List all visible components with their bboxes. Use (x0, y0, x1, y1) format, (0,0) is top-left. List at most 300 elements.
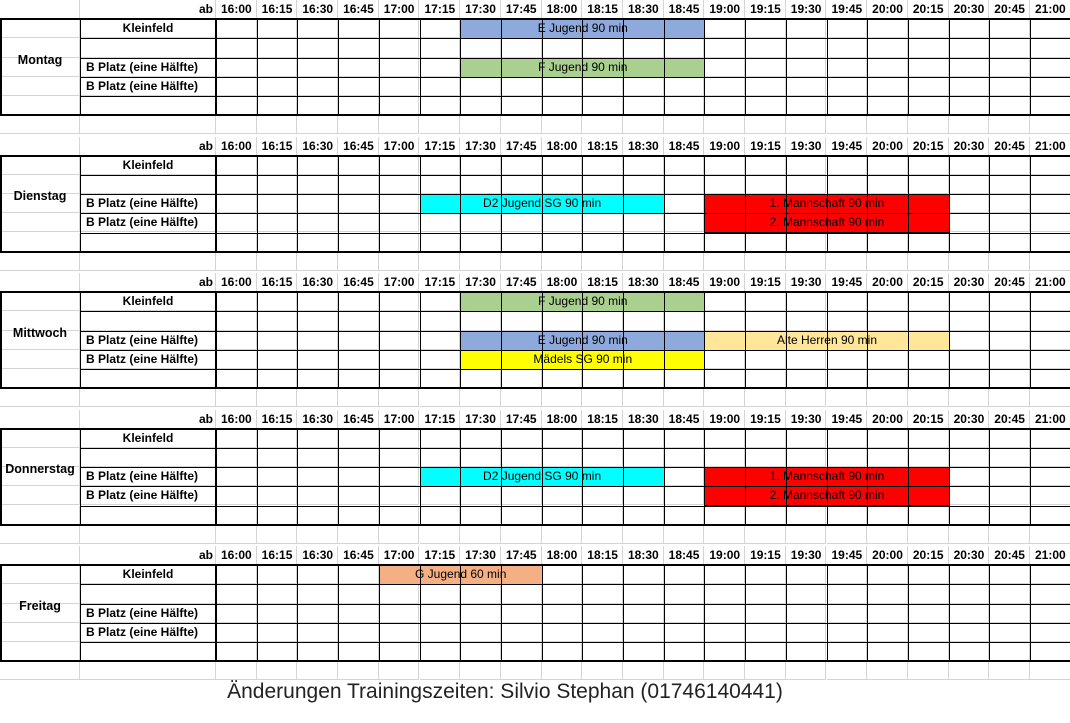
grid-cell (460, 311, 501, 330)
grid-cell (908, 661, 949, 680)
grid-cell (867, 233, 908, 252)
time-header-cell: 17:45 (505, 275, 537, 289)
border-line (949, 19, 950, 115)
grid-cell (460, 429, 501, 448)
time-header-cell: 19:30 (790, 275, 822, 289)
grid-cell (420, 213, 461, 232)
time-header-cell: 19:00 (709, 548, 741, 562)
grid-cell (338, 369, 379, 388)
grid-cell (745, 233, 786, 252)
border-line (0, 292, 2, 388)
grid-cell (501, 369, 542, 388)
time-header-cell: 17:45 (505, 138, 537, 153)
grid-cell (0, 233, 80, 252)
grid-cell (949, 584, 990, 603)
grid-cell (786, 448, 827, 467)
grid-cell (297, 115, 338, 134)
time-header-cell: 20:00 (872, 548, 903, 562)
grid-cell (786, 369, 827, 388)
border-line (542, 292, 543, 388)
grid-cell (460, 486, 501, 505)
grid-cell (1030, 584, 1070, 603)
grid-cell (80, 448, 216, 467)
time-header-cell: 16:45 (343, 548, 374, 562)
grid-cell (827, 429, 868, 448)
grid-cell (216, 661, 257, 680)
grid-cell (908, 525, 949, 544)
time-header-cell: 19:30 (790, 411, 822, 426)
time-header-cell: 20:15 (912, 548, 944, 562)
border-line (989, 156, 990, 252)
grid-cell (0, 137, 80, 156)
grid-cell (216, 175, 257, 194)
time-header-cell: 16:15 (261, 138, 293, 153)
grid-cell (216, 156, 257, 175)
grid-cell (949, 661, 990, 680)
border-line (827, 156, 828, 252)
grid-cell (827, 642, 868, 661)
border-line (297, 292, 298, 388)
grid-cell (1030, 213, 1070, 232)
grid-cell (908, 604, 949, 623)
time-header-cell: 20:45 (994, 275, 1025, 289)
grid-cell (420, 156, 461, 175)
field-label: Kleinfeld (122, 567, 174, 582)
grid-cell (0, 623, 80, 642)
grid-cell (257, 175, 298, 194)
time-header-cell: 18:15 (587, 2, 618, 16)
grid-cell (420, 642, 461, 661)
time-header-cell: 17:15 (424, 275, 456, 289)
time-header-cell: 17:00 (383, 548, 415, 562)
grid-cell (379, 506, 420, 525)
border-line (704, 292, 705, 388)
grid-cell (867, 565, 908, 584)
border-line (501, 156, 502, 252)
border-line (949, 565, 950, 661)
grid-cell (501, 252, 542, 271)
grid-cell (460, 213, 501, 232)
grid-cell (542, 175, 583, 194)
grid-cell (704, 292, 745, 311)
time-header-cell: 17:30 (465, 138, 496, 153)
time-header-cell: 21:00 (1034, 548, 1066, 562)
grid-cell (80, 252, 216, 271)
grid-cell (0, 429, 80, 448)
grid-cell (379, 525, 420, 544)
grid-cell (704, 623, 745, 642)
grid-cell (542, 525, 583, 544)
time-header-cell: 19:30 (790, 2, 822, 16)
grid-cell (501, 175, 542, 194)
grid-cell (542, 429, 583, 448)
grid-cell (216, 369, 257, 388)
border-line (664, 156, 665, 252)
grid-cell (908, 642, 949, 661)
border-line (949, 156, 950, 252)
grid-cell (786, 642, 827, 661)
grid-cell (908, 350, 949, 369)
time-header-cell: 16:15 (261, 548, 293, 562)
time-header-cell: 18:45 (668, 548, 700, 562)
grid-cell (582, 486, 623, 505)
border-line (0, 387, 1070, 389)
grid-cell (867, 584, 908, 603)
grid-cell (664, 506, 705, 525)
grid-cell (623, 565, 664, 584)
time-header-cell: 18:15 (587, 411, 618, 426)
grid-cell (949, 467, 990, 486)
grid-cell (338, 115, 379, 134)
grid-cell (1030, 19, 1070, 38)
grid-cell (297, 194, 338, 213)
grid-cell (827, 350, 868, 369)
border-line (0, 114, 1070, 116)
time-header-cell: 18:15 (587, 548, 618, 562)
time-header-cell: 18:45 (668, 411, 700, 426)
border-line (80, 292, 81, 388)
grid-cell (664, 96, 705, 115)
grid-cell (216, 584, 257, 603)
time-header-cell: 16:00 (220, 275, 252, 289)
time-header-cell: 16:30 (302, 548, 334, 562)
time-header-cell: 18:45 (668, 2, 700, 16)
grid-cell (460, 175, 501, 194)
grid-cell (664, 194, 705, 213)
grid-cell (704, 661, 745, 680)
grid-cell (379, 604, 420, 623)
grid-cell (80, 661, 216, 680)
grid-cell (379, 96, 420, 115)
grid-cell (0, 642, 80, 661)
grid-cell (297, 506, 338, 525)
grid-cell (827, 96, 868, 115)
grid-cell (989, 388, 1030, 407)
grid-cell (80, 388, 216, 407)
grid-cell (501, 96, 542, 115)
grid-cell (460, 96, 501, 115)
grid-cell (379, 584, 420, 603)
grid-cell (582, 311, 623, 330)
grid-cell (745, 252, 786, 271)
grid-cell (216, 388, 257, 407)
time-header-cell: 19:00 (709, 275, 741, 289)
grid-cell (338, 486, 379, 505)
field-label: B Platz (eine Hälfte) (86, 469, 199, 484)
grid-cell (1030, 292, 1070, 311)
grid-cell (704, 58, 745, 77)
border-line (0, 19, 2, 115)
grid-cell (297, 213, 338, 232)
grid-cell (420, 623, 461, 642)
border-line (80, 467, 1070, 468)
grid-cell (908, 58, 949, 77)
grid-cell (827, 115, 868, 134)
border-line (80, 156, 81, 252)
grid-cell (216, 486, 257, 505)
grid-cell (827, 252, 868, 271)
border-line (80, 213, 1070, 214)
border-line (80, 604, 1070, 605)
grid-cell (704, 19, 745, 38)
grid-cell (257, 429, 298, 448)
grid-cell (867, 38, 908, 57)
border-line (623, 19, 624, 115)
grid-cell (542, 448, 583, 467)
border-line (80, 565, 81, 661)
grid-cell (338, 194, 379, 213)
grid-cell (786, 115, 827, 134)
grid-cell (623, 525, 664, 544)
grid-cell (949, 331, 990, 350)
grid-cell (745, 292, 786, 311)
grid-cell (80, 311, 216, 330)
grid-cell (949, 213, 990, 232)
grid-cell (786, 506, 827, 525)
border-line (420, 292, 421, 388)
border-line (80, 429, 81, 525)
border-line (297, 565, 298, 661)
grid-cell (827, 448, 868, 467)
grid-cell (949, 19, 990, 38)
border-line (379, 565, 380, 661)
grid-cell (745, 77, 786, 96)
border-line (257, 19, 258, 115)
grid-cell (297, 565, 338, 584)
grid-cell (989, 38, 1030, 57)
day-name: Dienstag (13, 189, 67, 204)
grid-cell (949, 292, 990, 311)
grid-cell (338, 525, 379, 544)
grid-cell (420, 448, 461, 467)
grid-cell (542, 565, 583, 584)
grid-cell (867, 115, 908, 134)
grid-cell (297, 77, 338, 96)
grid-cell (623, 233, 664, 252)
grid-cell (297, 311, 338, 330)
grid-cell (542, 661, 583, 680)
grid-cell (664, 565, 705, 584)
time-header-cell: 17:30 (465, 275, 496, 289)
grid-cell (0, 506, 80, 525)
grid-cell (501, 486, 542, 505)
grid-cell (0, 115, 80, 134)
grid-cell (908, 388, 949, 407)
grid-cell (664, 429, 705, 448)
grid-cell (420, 331, 461, 350)
grid-cell (989, 58, 1030, 77)
grid-cell (420, 525, 461, 544)
border-line (215, 156, 217, 252)
grid-cell (827, 175, 868, 194)
field-label: Kleinfeld (122, 157, 174, 172)
grid-cell (460, 448, 501, 467)
grid-cell (460, 388, 501, 407)
grid-cell (827, 58, 868, 77)
time-header-cell: 19:45 (831, 2, 863, 16)
border-line (257, 292, 258, 388)
field-label: Kleinfeld (122, 294, 174, 309)
grid-cell (908, 292, 949, 311)
grid-cell (80, 38, 216, 57)
grid-cell (257, 213, 298, 232)
border-line (949, 429, 950, 525)
border-line (338, 156, 339, 252)
border-line (297, 156, 298, 252)
time-header-ab: ab (198, 138, 213, 153)
grid-cell (297, 604, 338, 623)
time-header-cell: 17:00 (383, 2, 415, 16)
border-line (867, 292, 868, 388)
grid-cell (827, 604, 868, 623)
grid-cell (379, 448, 420, 467)
grid-cell (704, 233, 745, 252)
grid-cell (379, 115, 420, 134)
grid-cell (908, 175, 949, 194)
grid-cell (379, 252, 420, 271)
grid-cell (257, 96, 298, 115)
grid-cell (989, 252, 1030, 271)
grid-cell (867, 448, 908, 467)
grid-cell (989, 175, 1030, 194)
border-line (420, 565, 421, 661)
grid-cell (867, 19, 908, 38)
grid-cell (0, 486, 80, 505)
border-line (908, 565, 909, 661)
border-line (745, 19, 746, 115)
grid-cell (542, 252, 583, 271)
border-line (989, 565, 990, 661)
grid-cell (786, 661, 827, 680)
grid-cell (338, 584, 379, 603)
grid-cell (908, 506, 949, 525)
field-label: Kleinfeld (122, 21, 174, 36)
grid-cell (0, 0, 80, 19)
grid-cell (257, 623, 298, 642)
grid-cell (989, 115, 1030, 134)
grid-cell (949, 156, 990, 175)
grid-cell (501, 388, 542, 407)
grid-cell (989, 96, 1030, 115)
grid-cell (704, 604, 745, 623)
time-header-cell: 17:00 (383, 411, 415, 426)
grid-cell (1030, 448, 1070, 467)
grid-cell (664, 156, 705, 175)
grid-cell (542, 486, 583, 505)
border-line (664, 292, 665, 388)
grid-cell (257, 38, 298, 57)
grid-cell (1030, 429, 1070, 448)
border-line (80, 350, 1070, 351)
grid-cell (1030, 604, 1070, 623)
grid-cell (949, 233, 990, 252)
time-header-cell: 20:15 (912, 411, 944, 426)
grid-cell (745, 175, 786, 194)
field-label: Kleinfeld (122, 430, 174, 445)
border-line (867, 565, 868, 661)
border-line (501, 429, 502, 525)
grid-cell (542, 604, 583, 623)
grid-cell (216, 115, 257, 134)
grid-cell (338, 96, 379, 115)
grid-cell (338, 604, 379, 623)
grid-cell (501, 623, 542, 642)
grid-cell (338, 156, 379, 175)
grid-cell (867, 623, 908, 642)
grid-cell (989, 448, 1030, 467)
grid-cell (664, 311, 705, 330)
grid-cell (501, 604, 542, 623)
grid-cell (1030, 194, 1070, 213)
grid-cell (379, 19, 420, 38)
grid-cell (379, 292, 420, 311)
border-line (1030, 156, 1031, 252)
time-header-cell: 20:45 (994, 548, 1025, 562)
border-line (908, 429, 909, 525)
border-line (786, 429, 787, 525)
grid-cell (460, 115, 501, 134)
grid-cell (0, 156, 80, 175)
time-header-cell: 16:30 (302, 411, 334, 426)
grid-cell (867, 58, 908, 77)
grid-cell (460, 623, 501, 642)
grid-cell (338, 58, 379, 77)
time-header-cell: 17:30 (465, 548, 496, 562)
grid-cell (379, 388, 420, 407)
grid-cell (704, 565, 745, 584)
grid-cell (908, 623, 949, 642)
grid-cell (257, 331, 298, 350)
time-header-cell: 16:15 (261, 2, 293, 16)
grid-cell (0, 96, 80, 115)
grid-cell (989, 623, 1030, 642)
time-header-ab: ab (198, 411, 213, 426)
grid-cell (257, 388, 298, 407)
grid-cell (664, 642, 705, 661)
grid-cell (827, 292, 868, 311)
grid-cell (542, 233, 583, 252)
grid-cell (582, 96, 623, 115)
grid-cell (786, 350, 827, 369)
grid-cell (501, 584, 542, 603)
grid-cell (297, 467, 338, 486)
grid-cell (623, 96, 664, 115)
grid-cell (501, 213, 542, 232)
time-header-cell: 17:15 (424, 411, 456, 426)
grid-cell (949, 388, 990, 407)
grid-cell (216, 604, 257, 623)
grid-cell (297, 369, 338, 388)
grid-cell (745, 506, 786, 525)
grid-cell (257, 525, 298, 544)
grid-cell (1030, 38, 1070, 57)
grid-cell (745, 642, 786, 661)
time-header-cell: 20:30 (953, 275, 985, 289)
grid-cell (501, 448, 542, 467)
grid-cell (989, 642, 1030, 661)
time-header-cell: 20:30 (953, 2, 985, 16)
grid-cell (0, 369, 80, 388)
grid-cell (420, 584, 461, 603)
border-line (0, 660, 1070, 662)
grid-cell (460, 506, 501, 525)
grid-cell (867, 506, 908, 525)
grid-cell (745, 661, 786, 680)
grid-cell (501, 525, 542, 544)
border-line (379, 19, 380, 115)
grid-cell (949, 448, 990, 467)
grid-cell (257, 369, 298, 388)
